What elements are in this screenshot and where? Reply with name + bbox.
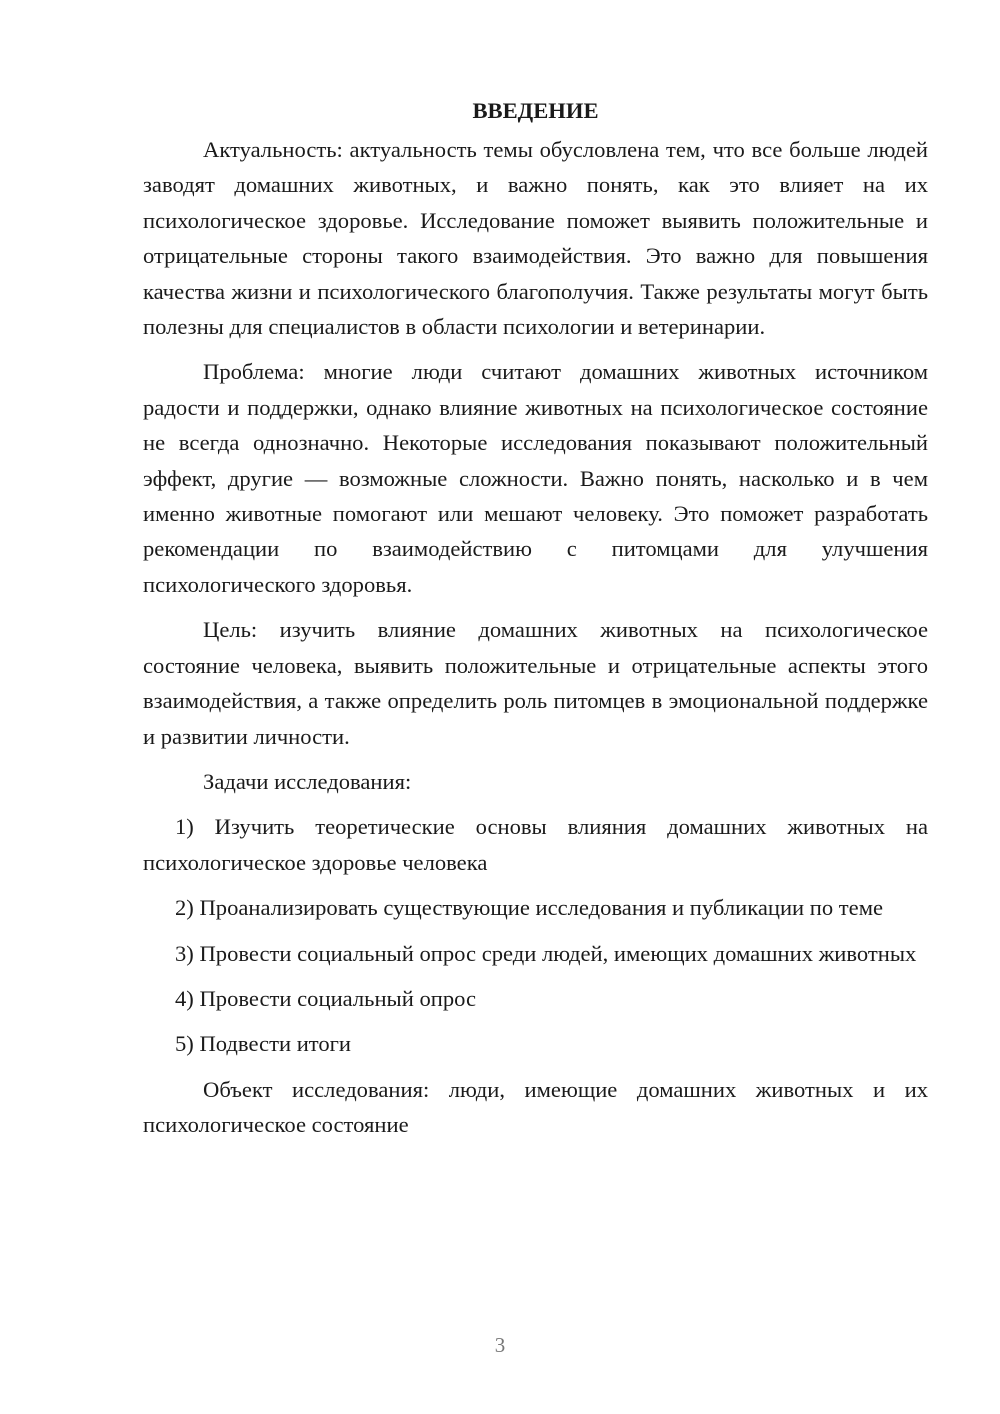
tasks-heading: Задачи исследования: (203, 768, 412, 794)
object-paragraph: Объект исследования: люди, имеющие домашних животных и их психологическое состояние (143, 1076, 928, 1138)
goal-paragraph: Цель: изучить влияние домашних животных на психологическое состояние человека, выявить положительные и отрицательные аспекты этого взаимодействия, а также определить роль питомцев в эмоциональной поддержке и развитии личности. (143, 617, 928, 749)
relevance-paragraph: Актуальность: актуальность темы обусловлена тем, что все больше людей заводят домашних животных, и важно понять, как это влияет на их психологическое здоровье. Исследование поможет выявить положительные и отрицательные стороны такого взаимодействия. Это важно для повышения качества жизни и психологического благополучия. Также результаты могут быть полезны для специалистов в области психологии и ветеринарии. (143, 137, 928, 340)
tasks-list (143, 809, 928, 1061)
page-number: 3 (494, 1333, 506, 1357)
list-item: 4) Провести социальный опрос (175, 985, 477, 1011)
page-title: ВВЕДЕНИЕ (472, 98, 599, 123)
document-page (143, 97, 928, 1153)
list-item: 3) Провести социальный опрос среди людей, имеющих домашних животных (175, 940, 917, 966)
problem-paragraph: Проблема: многие люди считают домашних животных источником радости и поддержки, однако влияние животных на психологическое состояние не всегда однозначно. Некоторые исследования показывают положительный эффект, другие — возможные сложности. Важно понять, насколько и в чем именно животные помогают или мешают человеку. Это поможет разработать рекомендации по взаимодействию с питомцами для улучшения психологического здоровья. (143, 359, 928, 597)
list-item: 1) Изучить теоретические основы влияния домашних животных на психологическое здоровье человека (143, 814, 928, 875)
list-item: 5) Подвести итоги (175, 1031, 352, 1057)
list-item: 2) Проанализировать существующие исследования и публикации по теме (175, 895, 884, 921)
